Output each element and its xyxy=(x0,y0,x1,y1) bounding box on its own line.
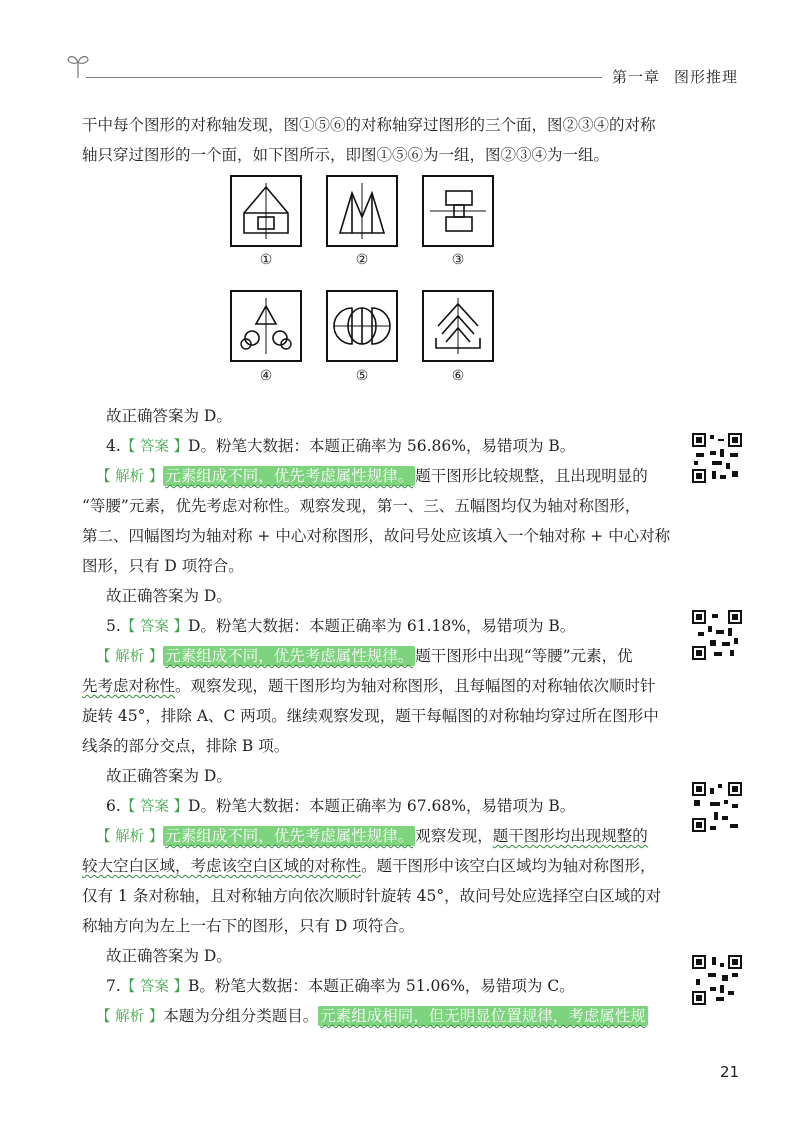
q5-analysis-line-4: 线条的部分交点，排除 B 项。 xyxy=(82,737,290,755)
q5-analysis-line-1 xyxy=(96,645,633,668)
figure-label-3: ③ xyxy=(451,252,465,268)
q4-analysis-line-2: “等腰”元素，优先考虑对称性。观察发现，第一、三、五幅图均仅为轴对称图形， xyxy=(82,497,641,515)
qr-code-icon[interactable] xyxy=(692,782,742,832)
q7-answer-text: B。粉笔大数据：本题正确率为 51.06%，易错项为 C。 xyxy=(188,977,575,995)
q6-analysis-line-1 xyxy=(96,825,648,848)
figure-5-drawing xyxy=(328,292,396,360)
q6-analysis-text-1: 观察发现， xyxy=(415,827,493,845)
q4-answer-line xyxy=(106,435,575,458)
q5-analysis-line-3: 旋转 45°，排除 A、C 两项。继续观察发现，题干每幅图的对称轴均穿过所在图形中 xyxy=(82,707,659,725)
q5-analysis-line-2 xyxy=(82,675,656,697)
q7-number: 7. xyxy=(106,977,121,995)
chapter-name: 图形推理 xyxy=(674,68,739,86)
q5-analysis-text-1: 题干图形中出现“等腰”元素，优 xyxy=(415,647,633,665)
qr-code-icon[interactable] xyxy=(692,955,742,1005)
figure-2-drawing xyxy=(328,177,396,245)
q4-conclusion: 故正确答案为 D。 xyxy=(106,587,232,605)
figure-label-6: ⑥ xyxy=(451,368,465,384)
figure-label-5: ⑤ xyxy=(355,368,369,384)
figure-2 xyxy=(326,175,398,247)
qr-code-icon[interactable] xyxy=(692,433,742,483)
q4-number: 4. xyxy=(106,437,121,455)
q4-analysis-text-1: 题干图形比较规整，且出现明显的 xyxy=(415,467,648,485)
q7-analysis-line-1 xyxy=(96,1005,648,1028)
q5-wavy-text: 先考虑对称性 xyxy=(82,677,176,695)
q6-number: 6. xyxy=(106,797,121,815)
q7-analysis-tag: 【 解析 】 xyxy=(96,1009,164,1025)
conclusion-q3: 故正确答案为 D。 xyxy=(106,407,232,425)
q6-wavy-text-2: 较大空白区域，考虑该空白区域的对称性 xyxy=(82,857,362,875)
q5-conclusion: 故正确答案为 D。 xyxy=(106,767,232,785)
q4-analysis-line-3: 第二、四幅图均为轴对称 + 中心对称图形，故问号处应该填入一个轴对称 + 中心对称 xyxy=(82,527,671,545)
q6-wavy-text-1: 题干图形均出现规整的 xyxy=(492,827,648,845)
q6-analysis-line-3: 仅有 1 条对称轴，且对称轴方向依次顺时针旋转 45°，故问号处应选择空白区域的对 xyxy=(82,887,662,905)
q6-answer-tag: 【 答案 】 xyxy=(120,799,189,815)
chapter-title xyxy=(612,66,738,87)
q5-number: 5. xyxy=(106,617,121,635)
q4-answer-text: D。粉笔大数据：本题正确率为 56.86%，易错项为 B。 xyxy=(188,437,576,455)
figure-5 xyxy=(326,290,398,362)
figure-label-1: ① xyxy=(259,252,273,268)
figure-label-2: ② xyxy=(355,252,369,268)
q6-highlight: 元素组成不同，优先考虑属性规律。 xyxy=(165,827,414,845)
figure-3 xyxy=(422,175,494,247)
q5-answer-line xyxy=(106,615,575,638)
q4-analysis-line-4: 图形，只有 D 项符合。 xyxy=(82,557,244,575)
figure-4 xyxy=(230,290,302,362)
page-header xyxy=(0,0,800,100)
q5-answer-tag: 【 答案 】 xyxy=(120,619,189,635)
q7-analysis-text-1: 本题为分组分类题目。 xyxy=(163,1007,319,1025)
page-number: 21 xyxy=(720,1063,740,1081)
q6-answer-line xyxy=(106,795,575,818)
q6-analysis-line-4: 称轴方向为左上一右下的图形，只有 D 项符合。 xyxy=(82,917,415,935)
figure-4-drawing xyxy=(232,292,300,360)
q6-analysis-tag: 【 解析 】 xyxy=(96,829,164,845)
header-rule xyxy=(86,77,602,78)
q4-highlight: 元素组成不同，优先考虑属性规律。 xyxy=(165,467,414,485)
q5-highlight: 元素组成不同，优先考虑属性规律。 xyxy=(165,647,414,665)
q6-conclusion: 故正确答案为 D。 xyxy=(106,947,232,965)
q4-answer-tag: 【 答案 】 xyxy=(120,439,189,455)
figure-1 xyxy=(230,175,302,247)
q7-highlight: 元素组成相同，但无明显位置规律，考虑属性规 xyxy=(320,1007,646,1025)
q7-answer-tag: 【 答案 】 xyxy=(120,979,189,995)
q6-analysis-line-2 xyxy=(82,855,656,877)
figure-6 xyxy=(422,290,494,362)
intro-line-1: 干中每个图形的对称轴发现，图①⑤⑥的对称轴穿过图形的三个面，图②③④的对称 xyxy=(82,116,656,134)
figure-3-drawing xyxy=(424,177,492,245)
q4-analysis-line-1 xyxy=(96,465,648,488)
chapter-number: 第一章 xyxy=(612,68,661,86)
figure-1-drawing xyxy=(232,177,300,245)
q6-analysis-text-2: 。题干图形中该空白区域均为轴对称图形， xyxy=(361,857,656,875)
q5-analysis-text-2: 。观察发现，题干图形均为轴对称图形，且每幅图的对称轴依次顺时针 xyxy=(175,677,656,695)
q5-answer-text: D。粉笔大数据：本题正确率为 61.18%，易错项为 B。 xyxy=(188,617,576,635)
q5-analysis-tag: 【 解析 】 xyxy=(96,649,164,665)
q7-answer-line xyxy=(106,975,575,998)
sprout-icon xyxy=(66,50,90,80)
qr-code-icon[interactable] xyxy=(692,610,742,660)
q4-analysis-tag: 【 解析 】 xyxy=(96,469,164,485)
figure-6-drawing xyxy=(424,292,492,360)
figure-label-4: ④ xyxy=(259,368,273,384)
intro-line-2: 轴只穿过图形的一个面，如下图所示，即图①⑤⑥为一组，图②③④为一组。 xyxy=(82,146,610,164)
q6-answer-text: D。粉笔大数据：本题正确率为 67.68%，易错项为 B。 xyxy=(188,797,576,815)
